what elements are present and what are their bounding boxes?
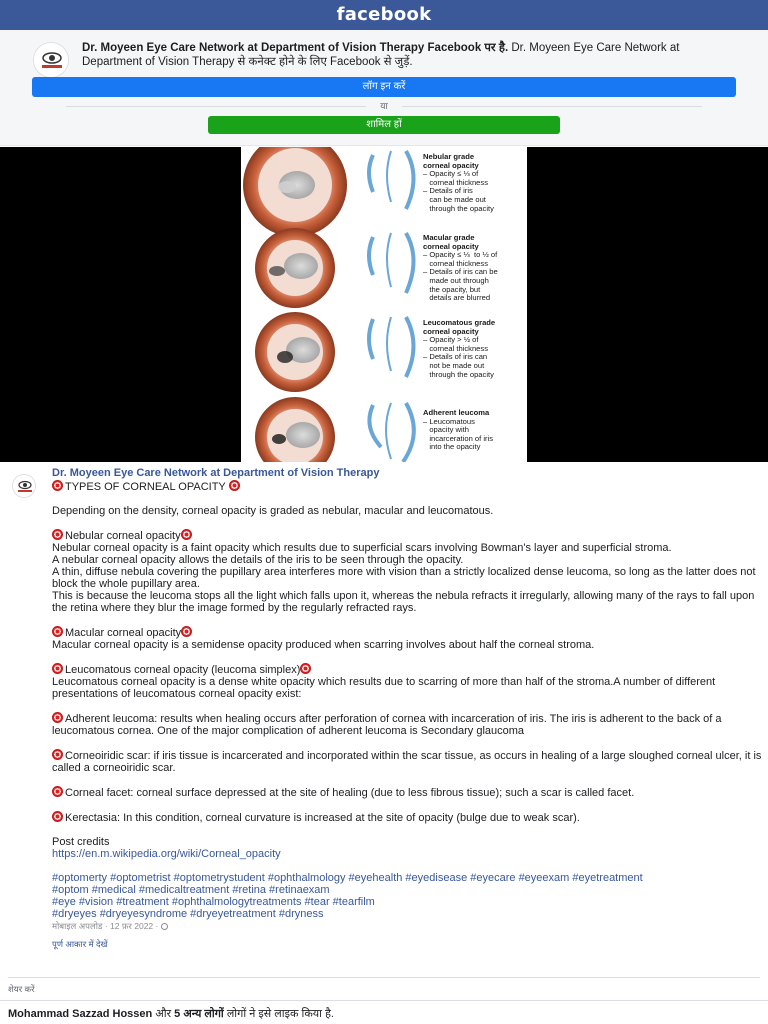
target-icon bbox=[52, 663, 63, 674]
target-icon bbox=[52, 529, 63, 540]
target-icon bbox=[300, 663, 311, 674]
target-icon bbox=[52, 626, 63, 637]
share-button[interactable]: शेयर करें bbox=[8, 984, 35, 994]
callout-text: – Opacity ≤ ⅓ to ½ of corneal thickness – Details of iris can be made out through the opacity, but details are blurred bbox=[423, 250, 498, 303]
callout-title: Macular grade corneal opacity bbox=[423, 233, 479, 251]
hashtags-line[interactable]: #eye #vision #treatment #ophthalmologytreatments #tear #tearfilm bbox=[52, 896, 375, 908]
author-avatar[interactable] bbox=[12, 474, 36, 498]
callout-leucomatous bbox=[423, 319, 527, 379]
callout-title: Leucomatous grade corneal opacity bbox=[423, 318, 496, 336]
eye-nebular bbox=[243, 147, 414, 237]
kerectasia-text: Kerectasia: In this condition, corneal curvature is increased at the site of opacity (bulge due to weak scar). bbox=[65, 812, 580, 824]
likes-suffix: लोगों ने इसे लाइक किया है. bbox=[226, 1008, 334, 1020]
credits-label: Post credits bbox=[52, 836, 110, 848]
target-icon bbox=[52, 749, 63, 760]
macular-heading: Macular corneal opacity bbox=[65, 627, 182, 639]
likes-others-link[interactable]: 5 अन्य लोगों bbox=[174, 1008, 224, 1020]
divider-line bbox=[402, 106, 702, 107]
target-icon bbox=[52, 480, 63, 491]
eye-leucomatous bbox=[255, 312, 414, 392]
corneal-opacity-diagram bbox=[241, 147, 527, 462]
top-bar bbox=[0, 0, 768, 30]
likes-and: और bbox=[155, 1008, 172, 1020]
likes-summary bbox=[8, 1006, 334, 1021]
callout-text: – Leucomatous opacity with incarceration of iris into the opacity bbox=[423, 416, 494, 452]
callout-text: – Opacity > ½ of corneal thickness – Details of iris can not be made out through the opacity bbox=[423, 335, 494, 379]
post-title: TYPES OF CORNEAL OPACITY bbox=[65, 481, 226, 493]
view-full-size-link[interactable]: पूर्ण आकार में देखें bbox=[52, 939, 108, 949]
or-divider bbox=[66, 100, 702, 112]
hashtags-line[interactable]: #dryeyes #dryeyesyndrome #dryeyetreatment #dryness bbox=[52, 908, 324, 920]
adherent-leucoma-text: Adherent leucoma: results when healing occurs after perforation of cornea with incarceration of iris. The iris is adherent to the back of a leucomatous cornea. One of the major complication of adherent leucoma is Secondary glaucoma bbox=[52, 713, 722, 737]
callout-text: – Opacity ≤ ⅓ of corneal thickness – Details of iris can be made out through the opacity bbox=[423, 169, 494, 213]
eye-macular bbox=[255, 228, 414, 308]
post-meta bbox=[52, 920, 762, 932]
join-button[interactable]: शामिल हों bbox=[208, 116, 560, 134]
prompt-page-name: Dr. Moyeen Eye Care Network at Department of Vision Therapy Facebook पर है. bbox=[82, 42, 509, 54]
login-button[interactable]: लॉग इन करें bbox=[32, 77, 736, 97]
post-meta-text: मोबाइल अपलोड · 12 फ़र 2022 · bbox=[52, 921, 159, 931]
macular-paragraph: Macular corneal opacity is a semidense opacity produced when scarring involves about half the corneal stroma. bbox=[52, 639, 595, 651]
divider bbox=[0, 1000, 768, 1001]
target-icon bbox=[181, 529, 192, 540]
divider bbox=[8, 977, 760, 978]
login-prompt bbox=[0, 30, 768, 146]
post-photo[interactable] bbox=[0, 147, 768, 462]
nebular-heading: Nebular corneal opacity bbox=[65, 530, 181, 542]
target-icon bbox=[52, 712, 63, 723]
nebular-paragraph: This is because the leucoma stops all the light which falls upon it, whereas the nebula refracts it irregularly, allowing many of the rays to fall upon the retina where they blur the image formed by the regularly refracted rays. bbox=[52, 590, 755, 614]
callout-nebular bbox=[423, 153, 527, 213]
target-icon bbox=[229, 480, 240, 491]
globe-icon bbox=[161, 923, 168, 930]
hashtags-line[interactable]: #optomerty #optometrist #optometrystudent #ophthalmology #eyehealth #eyedisease #eyecare #eyeexam #eyetreatment bbox=[52, 872, 643, 884]
leucomatous-heading: Leucomatous corneal opacity (leucoma simplex) bbox=[65, 664, 301, 676]
nebular-paragraph: A thin, diffuse nebula covering the pupillary area interferes more with vision than a strictly localized dense leucoma, so long as the latter does not block the whole pupillary area. bbox=[52, 566, 756, 590]
target-icon bbox=[181, 626, 192, 637]
credits-link[interactable]: https://en.m.wikipedia.org/wiki/Corneal_opacity bbox=[52, 848, 281, 860]
corneal-facet-text: Corneal facet: corneal surface depressed at the site of healing (due to less fibrous tissue); such a scar is called facet. bbox=[65, 787, 635, 799]
nebular-paragraph: Nebular corneal opacity is a faint opacity which results due to superficial scars involving Bowman's layer and superficial stroma. bbox=[52, 542, 672, 554]
callout-macular bbox=[423, 234, 527, 303]
prompt-message: Dr. Moyeen Eye Care Network at Department of Vision Therapy से कनेक्ट होने के लिए Facebook से जुड़ें. bbox=[82, 42, 680, 68]
or-label: या bbox=[380, 101, 388, 111]
post-author[interactable]: Dr. Moyeen Eye Care Network at Department of Vision Therapy bbox=[52, 467, 380, 479]
callout-adherent bbox=[423, 409, 527, 452]
post bbox=[0, 462, 768, 972]
facebook-logo[interactable]: facebook bbox=[336, 4, 432, 25]
corneoiridic-scar-text: Corneoiridic scar: if iris tissue is incarcerated and incorporated within the scar tissue, as occurs in healing of a large sloughed corneal ulcer, it is called a corneoiridic scar. bbox=[52, 750, 762, 774]
liker-name[interactable]: Mohammad Sazzad Hossen bbox=[8, 1008, 153, 1020]
nebular-paragraph: A nebular corneal opacity allows the details of the iris to be seen through the opacity. bbox=[52, 554, 464, 566]
prompt-text bbox=[82, 41, 742, 69]
target-icon bbox=[52, 786, 63, 797]
target-icon bbox=[52, 811, 63, 822]
page-avatar[interactable] bbox=[33, 42, 69, 78]
hashtags-line[interactable]: #optom #medical #medicaltreatment #retina #retinaexam bbox=[52, 884, 330, 896]
leucomatous-paragraph: Leucomatous corneal opacity is a dense white opacity which results due to scarring of more than half of the stroma.A number of different presentations of leucomatous corneal opacity exist: bbox=[52, 676, 716, 700]
eye-adherent-leucoma bbox=[255, 397, 414, 462]
post-body bbox=[52, 480, 762, 950]
callout-title: Adherent leucoma bbox=[423, 408, 490, 417]
callout-title: Nebular grade corneal opacity bbox=[423, 152, 479, 170]
post-intro: Depending on the density, corneal opacity is graded as nebular, macular and leucomatous. bbox=[52, 505, 494, 517]
